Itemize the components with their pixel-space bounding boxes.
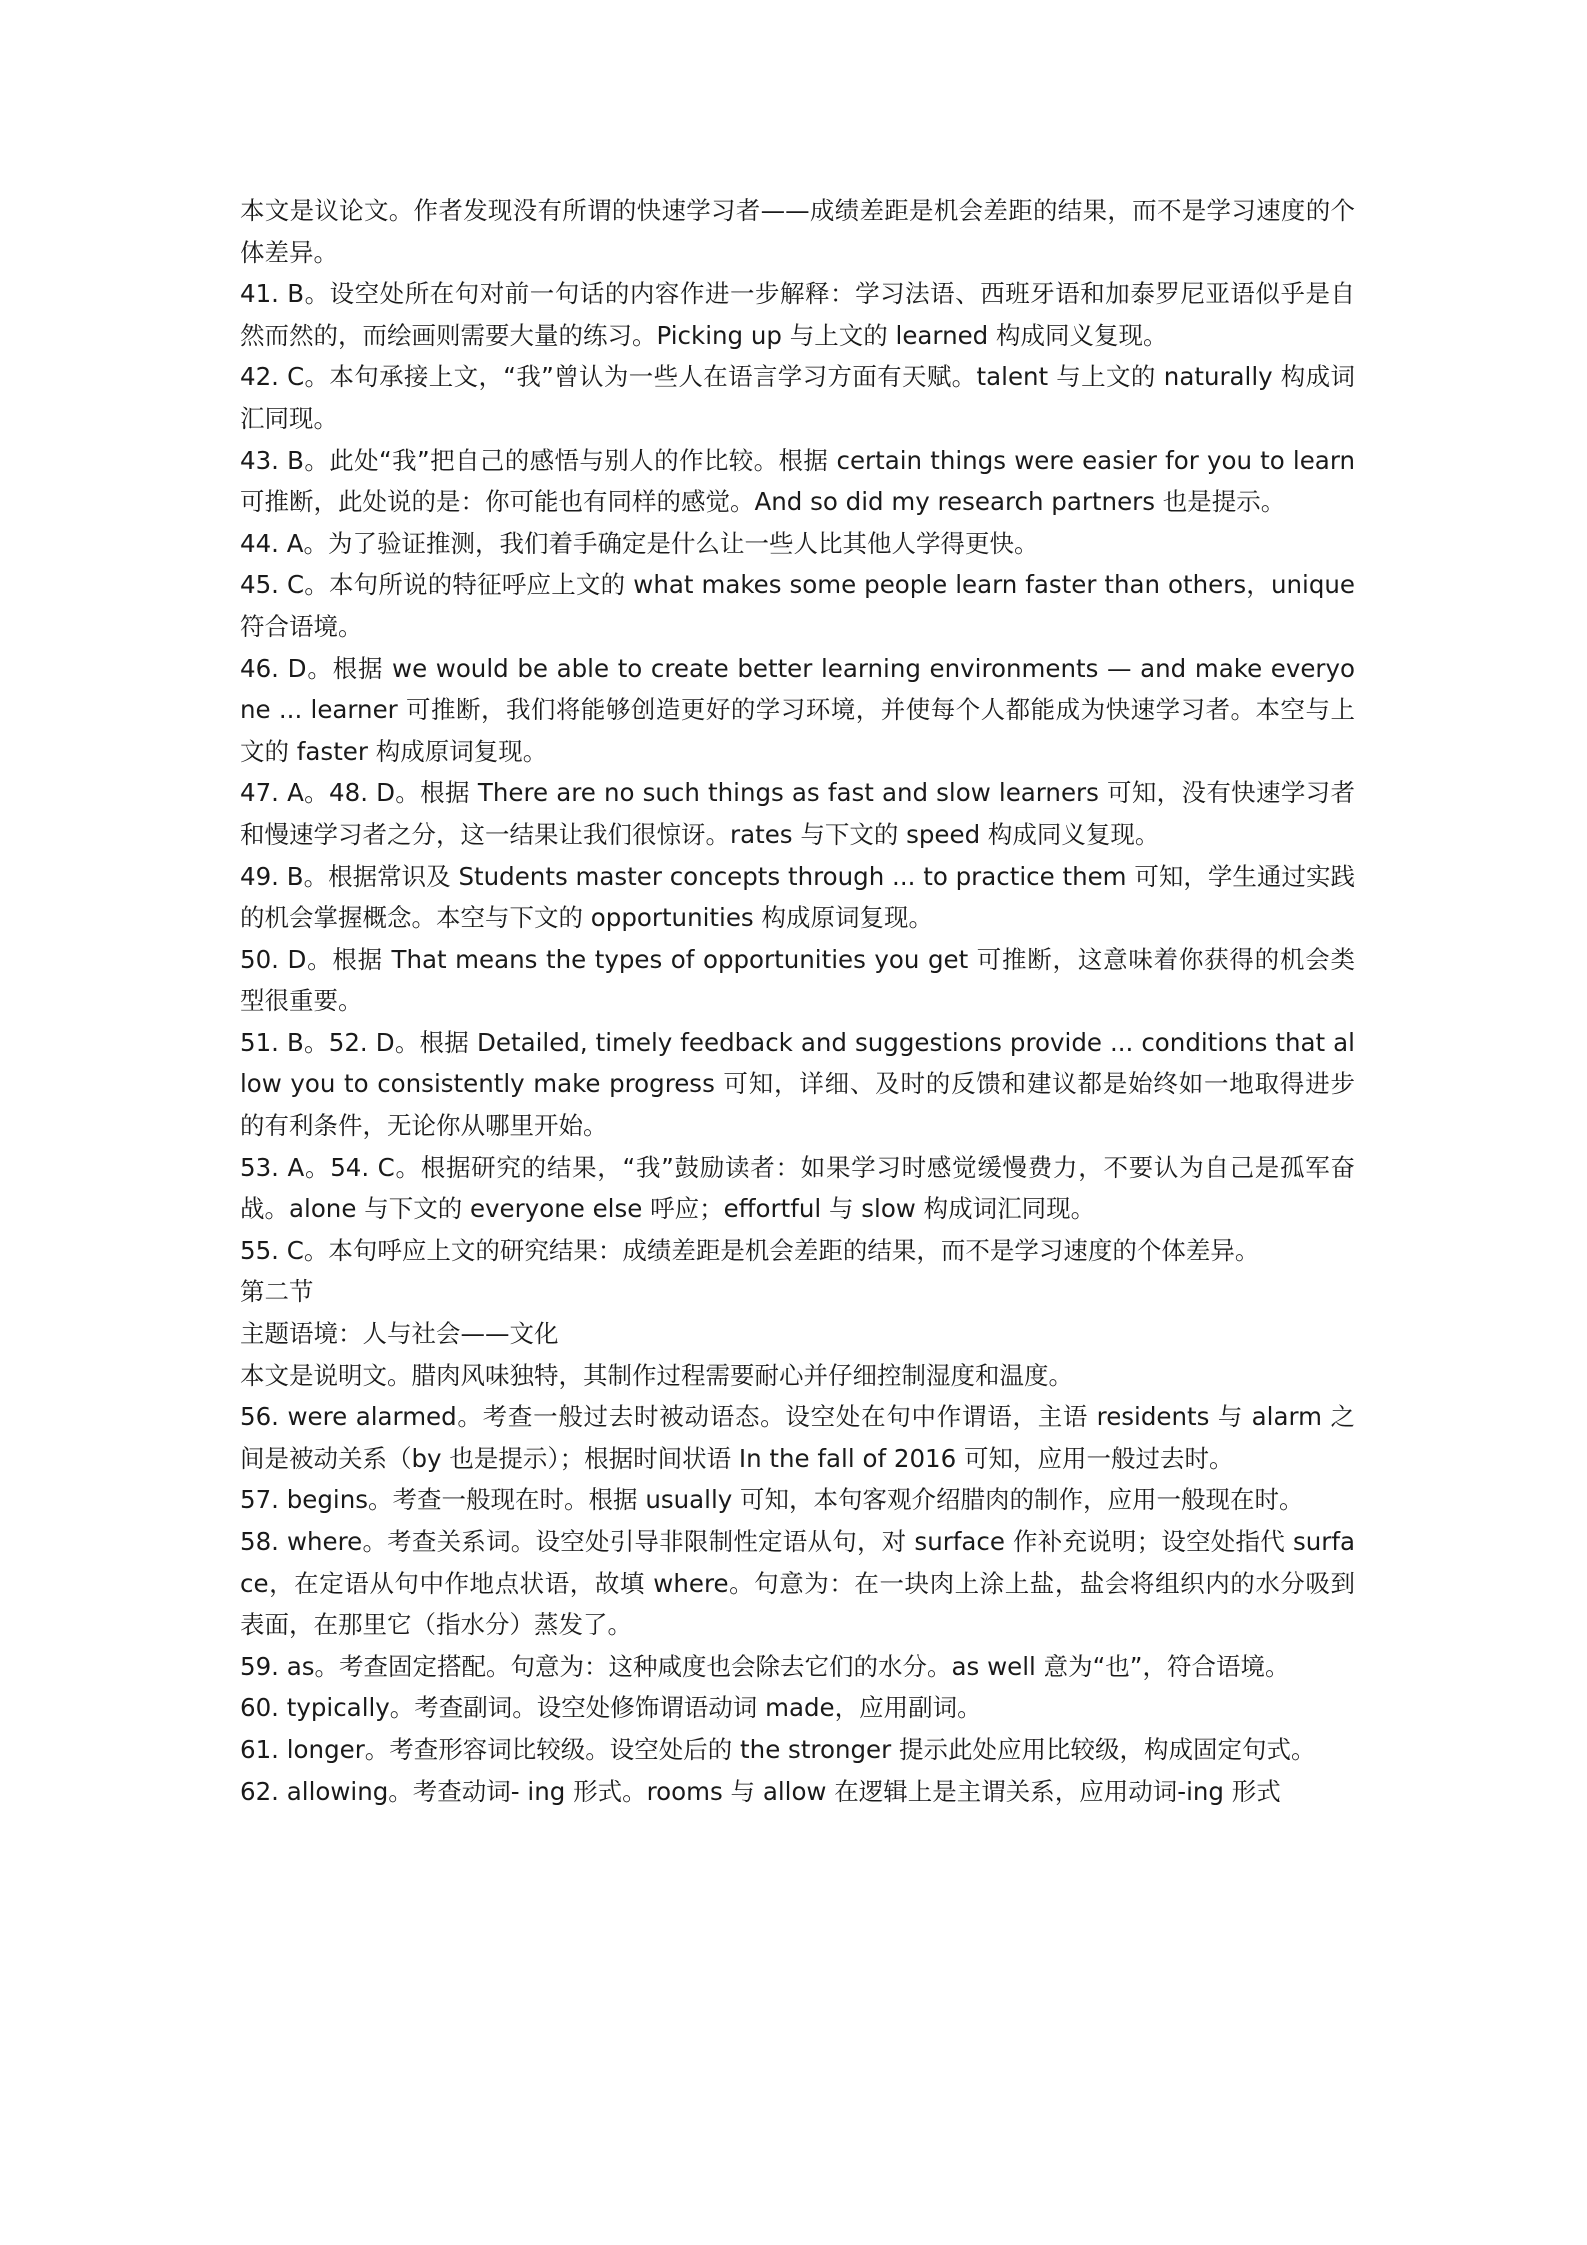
answer-42: 42. C。本句承接上文，“我”曾认为一些人在语言学习方面有天赋。talent 与上文的 naturally 构成词汇同现。 (240, 362, 1355, 433)
answer-62: 62. allowing。考查动词- ing 形式。rooms 与 allow 在逻辑上是主谓关系，应用动词-ing 形式 (240, 1776, 1281, 1806)
answer-44: 44. A。为了验证推测，我们着手确定是什么让一些人比其他人学得更快。 (240, 528, 1039, 558)
answer-57: 57. begins。考查一般现在时。根据 usually 可知，本句客观介绍腊肉的制作，应用一般现在时。 (240, 1485, 1304, 1515)
answer-43: 43. B。此处“我”把自己的感悟与别人的作比较。根据 certain things were easier for you to learn 可推断，此处说的是：你可能也有同样的感觉。And so did my research partners 也是提示。 (240, 445, 1355, 517)
answer-60: 60. typically。考查副词。设空处修饰谓语动词 made，应用副词。 (240, 1693, 982, 1723)
intro-paragraph: 本文是议论文。作者发现没有所谓的快速学习者——成绩差距是机会差距的结果，而不是学习速度的个体差异。 (240, 196, 1355, 267)
answer-45: 45. C。本句所说的特征呼应上文的 what makes some people learn faster than others，unique 符合语境。 (240, 570, 1355, 641)
answer-47-48: 47. A。48. D。根据 There are no such things as fast and slow learners 可知，没有快速学习者和慢速学习者之分，这一结果让我们很惊讶。rates 与下文的 speed 构成同义复现。 (240, 778, 1355, 849)
answer-56: 56. were alarmed。考查一般过去时被动语态。设空处在句中作谓语，主语 residents 与 alarm 之间是被动关系（by 也是提示）；根据时间状语 In the fall of 2016 可知，应用一般过去时。 (240, 1402, 1355, 1473)
answer-41: 41. B。设空处所在句对前一句话的内容作进一步解释：学习法语、西班牙语和加泰罗尼亚语似乎是自然而然的，而绘画则需要大量的练习。Picking up 与上文的 learned 构成同义复现。 (240, 279, 1355, 350)
theme-context: 主题语境：人与社会——文化 (240, 1319, 559, 1349)
answer-51-52: 51. B。52. D。根据 Detailed, timely feedback and suggestions provide ... conditions that allow you to consistently make progress 可知，详细、及时的反馈和建议都是始终如一地取得进步的有利条件，无论你从哪里开始。 (240, 1027, 1355, 1141)
answer-50: 50. D。根据 That means the types of opportunities you get 可推断，这意味着你获得的机会类型很重要。 (240, 944, 1355, 1016)
answer-61: 61. longer。考查形容词比较级。设空处后的 the stronger 提示此处应用比较级，构成固定句式。 (240, 1734, 1316, 1764)
answer-46: 46. D。根据 we would be able to create better learning environments — and make everyone ... learner 可推断，我们将能够创造更好的学习环境，并使每个人都能成为快速学习者。本空与上文的 faster 构成原词复现。 (240, 653, 1355, 766)
answer-58: 58. where。考查关系词。设空处引导非限制性定语从句，对 surface 作补充说明；设空处指代 surface，在定语从句中作地点状语，故填 where。句意为：在一块肉上涂上盐，盐会将组织内的水分吸到表面，在那里它（指水分）蒸发了。 (240, 1527, 1355, 1640)
section-heading: 第二节 (240, 1277, 314, 1307)
answer-53-54: 53. A。54. C。根据研究的结果，“我”鼓励读者：如果学习时感觉缓慢费力，不要认为自己是孤军奋战。alone 与下文的 everyone else 呼应；effortful 与 slow 构成词汇同现。 (240, 1152, 1355, 1224)
answer-55: 55. C。本句呼应上文的研究结果：成绩差距是机会差距的结果，而不是学习速度的个体差异。 (240, 1235, 1260, 1265)
document-page (240, 190, 1355, 1812)
section-intro-paragraph: 本文是说明文。腊肉风味独特，其制作过程需要耐心并仔细控制湿度和温度。 (240, 1360, 1073, 1390)
answer-49: 49. B。根据常识及 Students master concepts through ... to practice them 可知，学生通过实践的机会掌握概念。本空与下文的 opportunities 构成原词复现。 (240, 861, 1355, 933)
answer-59: 59. as。考查固定搭配。句意为：这种咸度也会除去它们的水分。as well 意为“也”，符合语境。 (240, 1651, 1290, 1681)
